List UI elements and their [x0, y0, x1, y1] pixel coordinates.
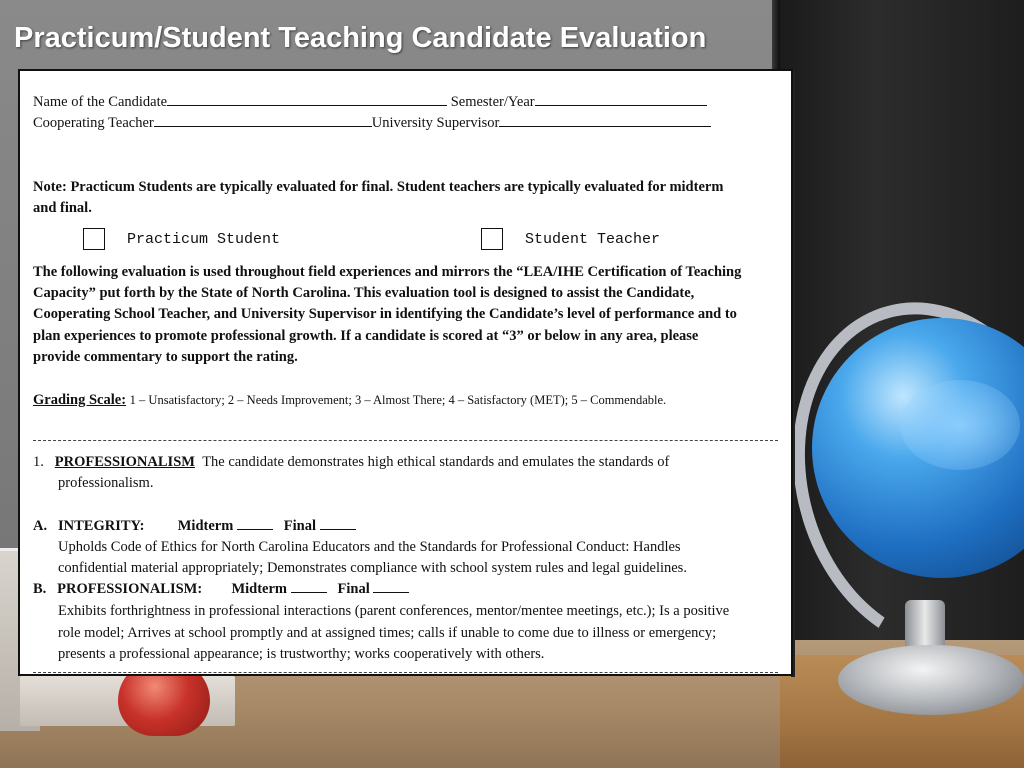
intro-line: provide commentary to support the rating.: [33, 349, 298, 365]
section-1-text-line-2: professionalism.: [58, 475, 154, 491]
item-a-final-field[interactable]: [320, 517, 356, 530]
name-label: Name of the Candidate: [33, 94, 168, 110]
note-line-2: and final.: [33, 200, 92, 216]
intro-line: The following evaluation is used throughout field experiences and mirrors the “LEA/IHE Certification of Teaching: [33, 264, 742, 280]
globe-highlight: [900, 380, 1020, 470]
semester-field[interactable]: [535, 91, 707, 106]
evaluation-form: [18, 69, 793, 676]
supervisor-label: University Supervisor: [371, 115, 500, 131]
cooperating-label: Cooperating Teacher: [33, 115, 154, 131]
semester-label: Semester/Year: [450, 94, 535, 110]
item-b-description-line: role model; Arrives at school promptly and at assigned times; calls if unable to come due to illness or emergency;: [58, 625, 717, 641]
section-1-heading-line: [33, 452, 669, 472]
item-b-final-field[interactable]: [373, 580, 409, 593]
item-a-description-line: confidential material appropriately; Demonstrates compliance with school system rules and legal guidelines.: [58, 560, 687, 576]
item-b-description-line: presents a professional appearance; is trustworthy; works cooperatively with others.: [58, 646, 545, 662]
student-teacher-checkbox[interactable]: [481, 228, 503, 250]
intro-line: Capacity” put forth by the State of North Carolina. This evaluation tool is designed to assist the Candidate,: [33, 285, 695, 301]
note-line-1: Note: Practicum Students are typically evaluated for final. Student teachers are typically evaluated for midterm: [33, 179, 724, 195]
item-a-heading-line: [33, 516, 356, 536]
student-teacher-option-label: Student Teacher: [525, 231, 661, 248]
section-divider: [33, 672, 778, 673]
grading-scale: [33, 390, 666, 410]
section-1-text: The candidate demonstrates high ethical standards and emulates the standards of: [202, 454, 670, 470]
item-a-midterm-label: Midterm: [177, 518, 234, 534]
item-a-final-label: Final: [283, 518, 317, 534]
slide-title: Practicum/Student Teaching Candidate Evaluation: [14, 22, 707, 54]
item-a-letter: A.: [33, 518, 48, 534]
section-divider: [33, 440, 778, 441]
section-1-heading: PROFESSIONALISM: [54, 454, 195, 470]
name-field[interactable]: [167, 91, 447, 106]
item-b-heading-line: [33, 579, 409, 599]
section-1-number: 1.: [33, 454, 44, 470]
globe-base: [838, 645, 1024, 715]
intro-line: Cooperating School Teacher, and University Supervisor in identifying the Candidate’s level of performance and to: [33, 306, 737, 322]
intro-line: plan experiences to promote professional growth. If a candidate is scored at “3” or below in any area, please: [33, 328, 699, 344]
item-b-final-label: Final: [337, 581, 370, 597]
item-a-midterm-field[interactable]: [237, 517, 273, 530]
cooperating-field[interactable]: [154, 112, 372, 127]
item-b-description-line: Exhibits forthrightness in professional interactions (parent conferences, mentor/mentee meetings, etc.); Is a positive: [58, 603, 730, 619]
practicum-option-label: Practicum Student: [127, 231, 281, 248]
item-b-letter: B.: [33, 581, 47, 597]
item-b-heading: PROFESSIONALISM:: [57, 581, 203, 597]
candidate-line: [33, 91, 707, 112]
grading-text: 1 – Unsatisfactory; 2 – Needs Improvement; 3 – Almost There; 4 – Satisfactory (MET); 5 – Commendable.: [129, 393, 667, 407]
item-b-midterm-field[interactable]: [291, 580, 327, 593]
practicum-checkbox[interactable]: [83, 228, 105, 250]
teacher-line: [33, 112, 711, 133]
item-a-heading: INTEGRITY:: [57, 518, 145, 534]
item-b-midterm-label: Midterm: [231, 581, 288, 597]
grading-label: Grading Scale:: [33, 392, 127, 408]
item-a-description-line: Upholds Code of Ethics for North Carolina Educators and the Standards for Professional Conduct: Handles: [58, 539, 681, 555]
supervisor-field[interactable]: [499, 112, 711, 127]
